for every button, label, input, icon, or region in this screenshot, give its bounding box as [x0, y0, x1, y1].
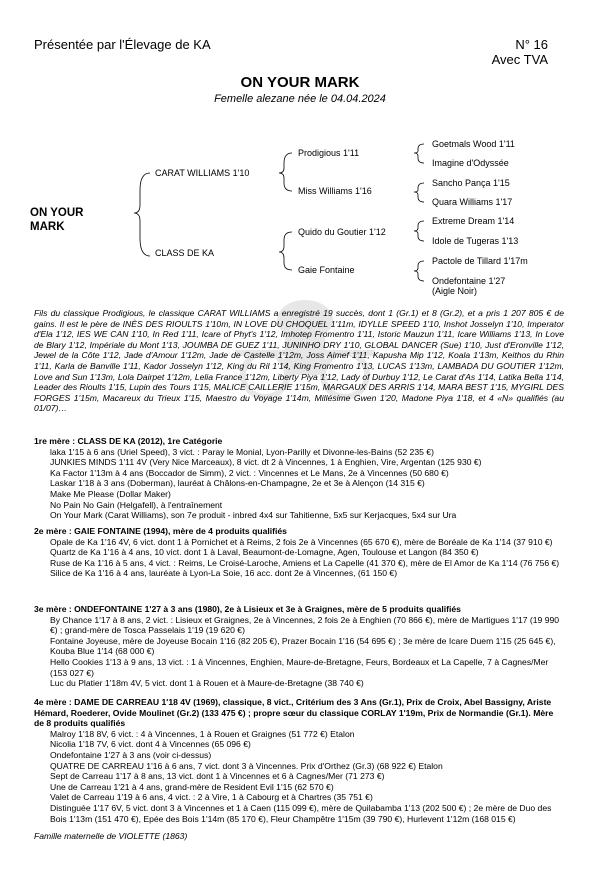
produce-line: JUNKIES MINDS 1'11 4V (Very Nice Marceaux), 8 vict. dt 2 à Vincennes, 1 à Enghien, Vire, Argentan (125 930 €): [50, 457, 482, 468]
dam-sire-sire: Extreme Dream 1'14: [432, 216, 515, 226]
third-dam-heading: 3e mère : ONDEFONTAINE 1'27 à 3 ans (1980), 2e à Lisieux et 3e à Graignes, mère de 5 produits qualifiés: [34, 604, 461, 614]
pedigree-subject: [30, 206, 83, 234]
sire-dam-sire: Sancho Pança 1'15: [432, 178, 510, 188]
produce-line: laka 1'15 à 6 ans (Uriel Speed), 3 vict. : Paray le Monial, Lyon-Parilly et Divonne-les-Bains (52 235 €): [50, 446, 434, 457]
lot-number: N° 16: [515, 37, 548, 52]
dam-dam-dam: [432, 276, 505, 296]
dam-dam-dam-name: Ondefontaine 1'27: [432, 276, 506, 286]
produce-line: Laskar 1'18 à 3 ans (Doberman), lauréat à Châlons-en-Champagne, 2e et 3e à Alençon (14 315 €): [50, 478, 425, 489]
horse-description: Femelle alezane née le 04.04.2024: [214, 93, 386, 105]
sire-paragraph: Fils du classique Prodigious, le classique CARAT WILLIAMS a enregistré 19 succès, dont 1 (Gr.1) et 8 (Gr.2), et a pris 1 207 805 € de gains. Il est le père de INÈS DES RIOULTS 1'10m, IN LOVE DU CHOQUEL 1'11m, IDYLLE SPEED 1'10, Inshot Josselyn 1'10, Imperator d'Ela 1'12, IES WE CAN 1'10, In Red 1'11, Icare of Phyt's 1'12, Imhotep Fromentro 1'11, Istoric Mauzun 1'11, Icare Williams 1'13, In Love de Blary 1'12, Impériale du Mont 1'13, JOUMBA DE GUEZ 1'11, JUNINHO DRY 1'10, GLOBAL DANCER (Sue) 1'10, Just d'Eronville 1'12, Jewel de la Côte 1'12, Jade d'Amour 1'12m, Jade de Castelle 1'12m, Joss Aimef 1'11, Kapusha Mip 1'12, Koala 1'13m, Keithos du Rhin 1'11, Karla de Banville 1'11, Kador Josselyn 1'12, King du Ril 1'14, King Fromentro 1'13, LUCAS 1'13m, LAMBADA DU GOUTIER 1'12m, Love and Sun 1'13m, Lola Dairpet 1'12m, Lelia France 1'12m, Liberty Piya 1'12, Lady of Durbuy 1'12, Le Carat d'As 1'14, Latika Bella 1'14, Leader des Rioults 1'15, Lupin des Tours 1'15, MALICE CAILLERIE 1'15m, MARGAUX DES ARRIS 1'14, MARA BEST 1'15, MYGIRL DES FORGES 1'15m, Macareux du Trieux 1'15, Maestro du Voyage 1'14m, Millésime Gwen 1'20, Madone Piya 1'18, et 4 «N» qualifiés (au 01/07)…: [34, 308, 564, 414]
produce-line: QUATRE DE CARREAU 1'16 à 6 ans, 7 vict. dont 3 à Vincennes. Prix d'Orthez (Gr.3) (68 922 €) Etalon: [50, 760, 443, 771]
produce-line: Silice de Ka 1'16 à 4 ans, lauréate à Lyon-La Soie, 16 acc. dont 2e à Vincennes, (61 150 €): [50, 568, 398, 579]
vat-note: Avec TVA: [491, 52, 548, 67]
produce-line: By Chance 1'17 à 8 ans, 2 vict. : Lisieux et Graignes, 2e à Vincennes, 2 fois 2e à Enghien (70 866 €), mère de Martigues 1'17 (19 990 €) ; grand-mère de Tosca Passelais 1'19 (19 620 €): [50, 614, 560, 636]
sire-sire-dam: Imagine d'Odyssée: [432, 158, 509, 168]
produce-line: Hello Cookies 1'13 à 9 ans, 13 vict. : 1 à Vincennes, Enghien, Maure-de-Bretagne, Feurs, Bordeaux et La Capelle, 7 à Cagnes/Mer (153 027 €): [50, 656, 549, 678]
produce-line: Ondefontaine 1'27 à 3 ans (voir ci-dessus): [50, 749, 212, 760]
sire-dam-dam: Quara Williams 1'17: [432, 197, 513, 207]
produce-line: Valet de Carreau 1'19 à 6 ans, 4 vict. : 2 à Vire, 1 à Cabourg et à Chartres (35 751 €): [50, 792, 373, 803]
produce-line: Ka Factor 1'13m à 4 ans (Boccador de Simm), 2 vict. : Vincennes et Le Mans, 2e à Vincennes (50 680 €): [50, 467, 449, 478]
produce-line: Fontaine Joyeuse, mère de Joyeuse Bocain 1'16 (82 205 €), Prazer Bocain 1'16 (54 695 €) ; 3e mère de Icare Duem 1'15 (25 645 €), Kouba Blue 1'14 (68 000 €): [50, 635, 556, 657]
produce-line: Distinguée 1'17 6V, 5 vict. dont 3 à Vincennes et 1 à Caen (115 099 €), mère de Quilabamba 1'13 (202 500 €) ; 2e mère de Duo des Bois 1'13m (151 470 €), Epée des Bois 1'14m (85 170 €), Fleur Champêtre 1'15m (39 790 €), Hurlevent 1'12m (168 015 €): [50, 802, 552, 824]
pedigree-chart: [0, 130, 600, 300]
produce-line: Quartz de Ka 1'16 à 4 ans, 10 vict. dont 1 à Laval, Beaumont-de-Lomagne, Agen, Toulouse et Langon (84 350 €): [50, 547, 479, 558]
sire-dam: Miss Williams 1'16: [298, 186, 372, 196]
sire-name: CARAT WILLIAMS 1'10: [155, 168, 250, 178]
lot-info: [492, 37, 548, 67]
produce-line: Luc du Platier 1'18m 4V, 5 vict. dont 1 à Rouen et à Maure-de-Bretagne (38 740 €): [50, 678, 364, 689]
produce-line: Nicolia 1'18 7V, 6 vict. dont 4 à Vincennes (65 096 €): [50, 739, 251, 750]
produce-line: Make Me Please (Dollar Maker): [50, 488, 171, 499]
second-dam-section: [34, 526, 564, 579]
third-dam-section: [34, 604, 564, 689]
subject-name-line1: ON YOUR: [30, 207, 84, 219]
horse-title: ON YOUR MARK: [240, 74, 360, 91]
sire-sire: Prodigious 1'11: [298, 148, 360, 158]
dam-dam-sire: Pactole de Tillard 1'17m: [432, 256, 528, 266]
produce-line: Malroy 1'18 8V, 6 vict. : 4 à Vincennes, 1 à Rouen et Graignes (51 772 €) Etalon: [50, 728, 355, 739]
maternal-family: Famille maternelle de VIOLETTE (1863): [34, 831, 188, 841]
second-dam-heading: 2e mère : GAIE FONTAINE (1994), mère de 4 produits qualifiés: [34, 526, 287, 536]
sire-sire-sire: Goetmals Wood 1'11: [432, 139, 515, 149]
dam-sire-dam: Idole de Tugeras 1'13: [432, 236, 519, 246]
produce-line: No Pain No Gain (Helgafell), à l'entraînement: [50, 499, 223, 510]
produce-line: Sept de Carreau 1'17 à 8 ans, 13 vict. dont 1 à Vincennes et 6 à Cagnes/Mer (71 273 €): [50, 771, 385, 782]
first-dam-section: [34, 436, 564, 521]
dam-name: CLASS DE KA: [155, 248, 215, 258]
produce-line: Une de Carreau 1'21 à 4 ans, grand-mère de Resident Evil 1'15 (62 570 €): [50, 781, 334, 792]
fourth-dam-section: [34, 697, 564, 824]
presenter-line: Présentée par l'Élevage de KA: [34, 37, 211, 52]
subject-name-line2: MARK: [30, 221, 65, 233]
produce-line: Ruse de Ka 1'16 à 5 ans, 4 vict. : Reims, Le Croisé-Laroche, Amiens et La Capelle (41 370 €), mère de El Amor de Ka 1'14 (76 756 €): [50, 557, 560, 568]
fourth-dam-heading: 4e mère : DAME DE CARREAU 1'18 4V (1969), classique, 8 vict., Critérium des 3 Ans (Gr.1), Prix de Croix, Abel Bassigny, Ariste Hémard, Roederer, Ovide Moulinet (Gr.2) (133 475 €) ; propre sœur du classique CORLAY 1'19m, Prix de Normandie (Gr.1). Mère de 8 produits qualifiés: [34, 697, 554, 729]
dam-sire: Quido du Goutier 1'12: [298, 227, 386, 237]
produce-line: On Your Mark (Carat Williams), son 7e produit - inbred 4x4 sur Tahitienne, 5x5 sur Kerjacques, 5x4 sur Ura: [50, 510, 457, 521]
produce-line: Opale de Ka 1'16 4V, 6 vict. dont 1 à Pornichet et à Reims, 2 fois 2e à Vincennes (65 670 €), mère de Boréale de Ka 1'14 (37 910 €): [50, 536, 553, 547]
dam-dam-dam-note: (Aigle Noir): [432, 286, 478, 296]
dam-dam: Gaie Fontaine: [298, 265, 355, 275]
first-dam-heading: 1re mère : CLASS DE KA (2012), 1re Catégorie: [34, 436, 223, 446]
